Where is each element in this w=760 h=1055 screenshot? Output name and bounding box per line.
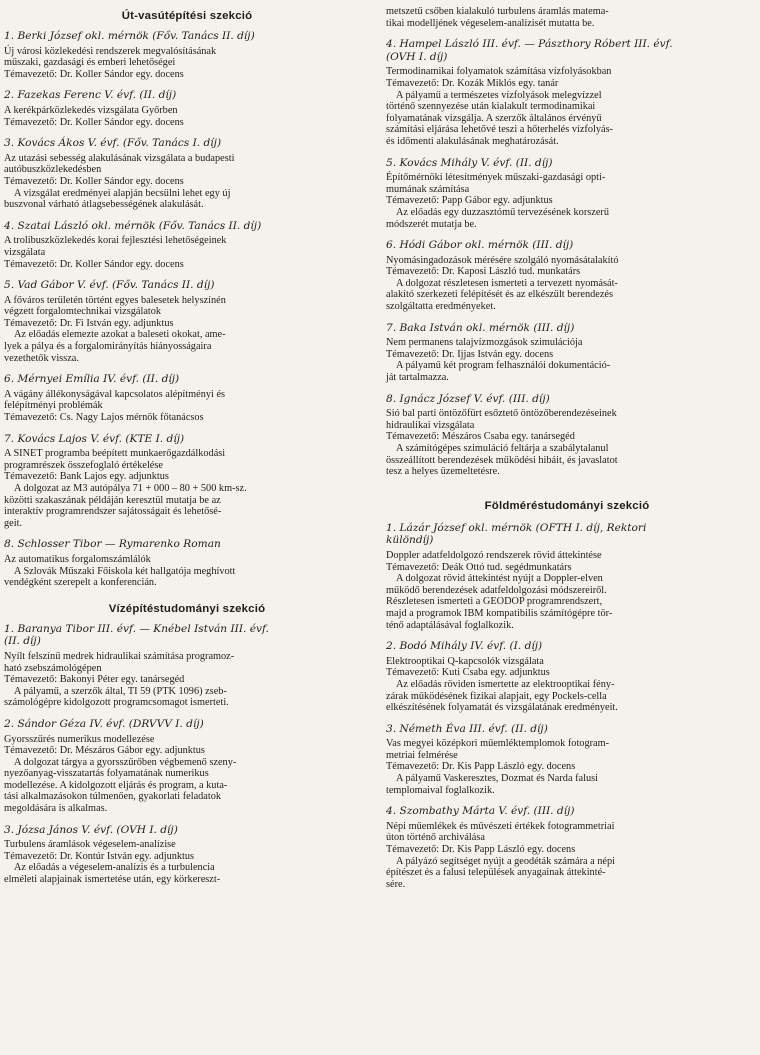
entry-line: összeállított berendezések működési hibáit, és javaslatot bbox=[386, 454, 618, 466]
entry-line: Az előadás röviden ismertette az elektrooptikai fény- bbox=[396, 678, 615, 690]
section-title: Földméréstudományi szekció bbox=[484, 499, 650, 512]
entry bbox=[4, 623, 370, 709]
entry-line: számítási eljárása lehetővé teszi a hőterhelés vízfolyás- bbox=[386, 124, 614, 136]
entry-supervisor: Témavezető: Kuti Csaba egy. adjunktus bbox=[386, 667, 550, 679]
entry-line: Nyomásingadozások mérésére szolgáló nyomásátalakító bbox=[386, 254, 619, 266]
entry-heading: 5. Kovács Mihály V. évf. (II. díj) bbox=[386, 156, 553, 169]
entry-line: úton történő archiválása bbox=[386, 832, 485, 844]
entry-line: A dolgozat tárgya a gyorsszűrőben végbemenő szeny- bbox=[14, 756, 237, 768]
entry-line: autóbuszközlekedésben bbox=[4, 164, 102, 176]
entry-line: Elektrooptikai Q-kapcsolók vizsgálata bbox=[386, 655, 544, 667]
section-title: Út-vasútépítési szekció bbox=[121, 10, 253, 22]
entry-line: lyek a pálya és a forgalomirányítás hiányosságaira bbox=[4, 341, 212, 353]
entry-line: műszaki, gazdasági és emberi lehetőségei bbox=[4, 57, 176, 69]
entry-line: módszerét mutatja be. bbox=[386, 218, 477, 230]
entry bbox=[4, 373, 370, 423]
entry bbox=[4, 824, 370, 886]
entry-line: ját tartalmazza. bbox=[386, 372, 449, 384]
entry-line: A dolgozat rövid áttekintést nyújt a Doppler-elven bbox=[396, 573, 603, 585]
entry-line: Új városi közlekedési rendszerek megvalósításának bbox=[4, 45, 217, 57]
entry-heading: 3. Kovács Ákos V. évf. (Főv. Tanács I. díj) bbox=[4, 137, 222, 150]
entry-line: ható zsebszámológépen bbox=[4, 662, 102, 674]
entry-line: Építőmérnöki létesítmények műszaki-gazdasági opti- bbox=[386, 172, 606, 184]
entry-line: A pályamű Vaskeresztes, Dozmat és Narda falusi bbox=[396, 773, 598, 785]
entry-supervisor: Témavezető: Dr. Kontúr István egy. adjunktus bbox=[4, 850, 195, 862]
entry-line: működő berendezések adatfeldolgozási módszereiről. bbox=[386, 584, 607, 596]
entry-line: folyamatának vizsgálja. A szerzők általános érvényű bbox=[386, 112, 602, 124]
entry-line: programrészek összefoglaló értékelése bbox=[4, 459, 163, 471]
entry bbox=[4, 538, 370, 588]
entry-supervisor: Témavezető: Dr. Fi István egy. adjunktus bbox=[4, 317, 174, 329]
entry-line: ténő adaptálásával foglalkozik. bbox=[386, 619, 514, 631]
entry bbox=[386, 322, 748, 384]
entry-line: Az előadás egy duzzasztómű tervezésének korszerű bbox=[396, 206, 609, 218]
entry-line: A dolgozat részletesen ismerteti a tervezett nyomását- bbox=[396, 277, 618, 289]
entry-line: szolgáltatta eredményeket. bbox=[386, 301, 496, 313]
entry-line: Az előadás a végeselem-analízis és a turbulencia bbox=[14, 862, 215, 874]
entry-line: Sió bal parti öntözőfürt esőztető öntözőberendezéseinek bbox=[386, 408, 617, 420]
entry-supervisor: Témavezető: Deák Ottó tud. segédmunkatárs bbox=[386, 561, 572, 573]
entry-heading: 1. Berki József okl. mérnök (Főv. Tanács II. díj) bbox=[4, 30, 255, 42]
entry-line: A SINET programba beépített munkaerőgazdálkodási bbox=[4, 448, 226, 460]
entry bbox=[4, 220, 370, 270]
entry-line: és időmenti alakulásának meghatározását. bbox=[386, 135, 559, 147]
entry-supervisor: Témavezető: Dr. Kis Papp László egy. docens bbox=[386, 761, 576, 773]
entry-line: felépítményi problémák bbox=[4, 400, 103, 412]
entry bbox=[386, 723, 748, 797]
entry-heading: 8. Schlosser Tibor — Rymarenko Roman bbox=[4, 538, 221, 551]
entry-line: geit. bbox=[4, 517, 23, 529]
entry bbox=[386, 393, 748, 478]
left-column bbox=[4, 6, 376, 1055]
entry-supervisor: Témavezető: Dr. Koller Sándor egy. docens bbox=[4, 68, 184, 80]
entry-line: Doppler adatfeldolgozó rendszerek rövid áttekintése bbox=[386, 549, 602, 561]
entry bbox=[386, 805, 748, 890]
entry-line: Az automatikus forgalomszámlálók bbox=[4, 553, 151, 565]
entry-heading: 8. Ignácz József V. évf. (III. díj) bbox=[386, 392, 550, 405]
entry bbox=[386, 157, 748, 231]
entry-line: megoldására is alkalmas. bbox=[4, 803, 108, 815]
entry-heading: 6. Mérnyei Emília IV. évf. (II. díj) bbox=[4, 373, 180, 386]
entry-line: A pályamű, a szerzők által, TI 59 (PTK 1096) zseb- bbox=[14, 685, 227, 697]
entry-line: modellezése. A kidolgozott eljárás és program, a kuta- bbox=[4, 779, 228, 791]
entry-line: Részletesen ismerteti a GEODOP programrendszert, bbox=[386, 596, 603, 608]
entry-line: A főváros területén történt egyes balesetek helyszínén bbox=[4, 294, 226, 306]
entry-line: hidraulikai vizsgálata bbox=[386, 419, 475, 431]
entry-line: interaktív programrendszer sajátosságait és lehetősé- bbox=[4, 506, 222, 518]
entry-line: majd a programok IBM kompatibilis számítógépre tör- bbox=[386, 607, 613, 619]
entry-line: Az utazási sebesség alakulásának vizsgálata a budapesti bbox=[4, 152, 235, 164]
entry-heading: 4. Szatai László okl. mérnök (Főv. Tanács II. díj) bbox=[4, 219, 262, 232]
entry-line: végzett forgalomtechnikai vizsgálatok bbox=[4, 306, 162, 318]
entry-line: Vas megyei középkori műemléktemplomok fotogram- bbox=[386, 738, 610, 750]
entry-line: Gyorsszűrés numerikus modellezése bbox=[4, 733, 155, 745]
entry-line: vizsgálata bbox=[4, 246, 46, 258]
entry-supervisor: Témavezető: Dr. Kozák Miklós egy. tanár bbox=[386, 77, 559, 89]
entry-heading: 5. Vad Gábor V. évf. (Főv. Tanács II. díj) bbox=[4, 279, 215, 292]
entry-heading: 7. Baka István okl. mérnök (III. díj) bbox=[386, 321, 575, 334]
entry bbox=[386, 38, 748, 147]
entry-line: elkészítésének folyamatát és vizsgálatának eredményeit. bbox=[386, 702, 618, 714]
entry-heading-cont: különdíj) bbox=[386, 534, 434, 547]
entry-line: tikai modelljének végeselem-analízisét mutatta be. bbox=[386, 17, 595, 29]
entry-line: metszetű csőben kialakuló turbulens áramlás matema- bbox=[386, 6, 609, 17]
entry-line: A számítógépes szimuláció feltárja a szabálytalanul bbox=[396, 443, 609, 454]
entry-line: számológépre kidolgozott programcsomagot ismerteti. bbox=[4, 697, 229, 709]
entry-heading: 1. Lázár József okl. mérnök (OFTH I. díj, Rektori bbox=[386, 521, 647, 534]
entry bbox=[386, 239, 748, 313]
entry-line: Népi műemlékek és művészeti értékek fotogrammetriai bbox=[386, 820, 615, 832]
entry-line: A vágány állékonyságával kapcsolatos alépítményi és bbox=[4, 388, 226, 400]
entry-line: metriai felmérése bbox=[386, 749, 458, 761]
entry-line: elméleti alapjainak ismertetése után, egy körkereszt- bbox=[4, 874, 221, 886]
section-title: Vízépítéstudományi szekció bbox=[108, 602, 266, 615]
entry-supervisor: Témavezető: Dr. Koller Sándor egy. docens bbox=[4, 175, 184, 187]
entry-line: Nyílt felszínű medrek hidraulikai számítása programoz- bbox=[4, 650, 235, 662]
entry-supervisor: Témavezető: Dr. Mészáros Gábor egy. adjunktus bbox=[4, 745, 205, 757]
entry-line: A trolibuszközlekedés korai fejlesztési lehetőségeinek bbox=[4, 235, 227, 247]
entry-supervisor: Témavezető: Mészáros Csaba egy. tanársegéd bbox=[386, 431, 575, 443]
entry-line: A kerékpárközlekedés vizsgálata Győrben bbox=[4, 104, 178, 116]
entry-supervisor: Témavezető: Dr. Ijjas István egy. docens bbox=[386, 348, 554, 360]
entry-line: építészet és a falusi települések anyagainak áttekinté- bbox=[386, 867, 606, 879]
entry bbox=[386, 522, 748, 631]
entry bbox=[4, 718, 370, 815]
entry-line: A pályamű a természetes vízfolyások melegvízzel bbox=[396, 89, 602, 101]
entry bbox=[386, 640, 748, 714]
entry-heading: 3. Németh Éva III. évf. (II. díj) bbox=[386, 722, 548, 735]
entry-heading: 7. Kovács Lajos V. évf. (KTE I. díj) bbox=[4, 432, 185, 445]
entry-heading-cont: (II. díj) bbox=[4, 635, 41, 648]
entry-line: A vizsgálat eredményei alapján becsülni lehet egy új bbox=[14, 187, 231, 199]
entry-heading: 2. Bodó Mihály IV. évf. (I. díj) bbox=[386, 640, 543, 653]
entry-supervisor: Témavezető: Dr. Kis Papp László egy. docens bbox=[386, 844, 576, 856]
entry-line: buszvonal várható átlagsebességének alakulását. bbox=[4, 199, 204, 211]
entry bbox=[4, 89, 370, 128]
entry-line: közötti szakaszának példáján keresztül mutatja be az bbox=[4, 494, 221, 506]
entry-line: Termodinamikai folyamatok számítása vízfolyásokban bbox=[386, 66, 612, 78]
entry-supervisor: Témavezető: Bank Lajos egy. adjunktus bbox=[4, 471, 169, 483]
entry-heading: 1. Baranya Tibor III. évf. — Knébel István III. évf. bbox=[4, 622, 269, 635]
entry-line: zárak működésének fizikai alapjait, egy Pockels-cella bbox=[386, 690, 607, 702]
entry-heading: 6. Hódi Gábor okl. mérnök (III. díj) bbox=[386, 239, 574, 252]
entry bbox=[4, 433, 370, 530]
entry-line: A pályamű két program felhasználói dokumentáció- bbox=[396, 360, 611, 372]
entry-line: Az előadás elemezte azokat a baleseti okokat, ame- bbox=[14, 329, 226, 341]
entry-supervisor: Témavezető: Bakonyi Péter egy. tanársegéd bbox=[4, 674, 185, 686]
entry-line: templomaival foglalkozik. bbox=[386, 784, 495, 796]
entry-line: A dolgozat az M3 autópálya 71 + 000 – 80 + 500 km-sz. bbox=[14, 483, 247, 494]
entry-line: sére. bbox=[386, 878, 406, 890]
entry bbox=[4, 279, 370, 364]
entry bbox=[4, 30, 370, 80]
entry-line: vendégként szerepelt a konferencián. bbox=[4, 577, 157, 589]
entry-line: tesz a helyes üzemeltetésre. bbox=[386, 466, 500, 478]
entry-continuation bbox=[386, 6, 748, 29]
entry-heading: 2. Fazekas Ferenc V. évf. (II. díj) bbox=[4, 89, 177, 102]
entry-heading-cont: (OVH I. díj) bbox=[386, 50, 448, 63]
entry-line: mumának számítása bbox=[386, 183, 470, 195]
entry-line: történő szennyezése után kialakult termodinamikai bbox=[386, 101, 596, 113]
entry-line: Nem permanens talajvízmozgások szimulációja bbox=[386, 337, 583, 349]
entry-heading: 3. Józsa János V. évf. (OVH I. díj) bbox=[4, 823, 178, 836]
entry-line: Turbulens áramlások végeselem-analízise bbox=[4, 839, 176, 851]
entry-line: nyezőanyag-visszatartás folyamatának numerikus bbox=[4, 768, 209, 780]
right-column bbox=[376, 6, 748, 1055]
entry-supervisor: Témavezető: Dr. Koller Sándor egy. docens bbox=[4, 116, 184, 128]
entry-line: A pályázó segítséget nyújt a geodéták számára a népi bbox=[396, 855, 616, 867]
entry-line: tási alkalmazásokon túlmenően, gyakorlati feladatok bbox=[4, 791, 222, 803]
entry-supervisor: Témavezető: Papp Gábor egy. adjunktus bbox=[386, 195, 553, 207]
entry-line: alakító szerkezeti felépítését és az elkészült berendezés bbox=[386, 289, 613, 301]
entry-supervisor: Témavezető: Dr. Kaposi László tud. munkatárs bbox=[386, 266, 581, 278]
entry-supervisor: Témavezető: Dr. Koller Sándor egy. docens bbox=[4, 258, 184, 270]
entry bbox=[4, 137, 370, 211]
entry-supervisor: Témavezető: Cs. Nagy Lajos mérnök főtanácsos bbox=[4, 412, 204, 424]
entry-heading: 4. Hampel László III. évf. — Pászthory Róbert III. évf. bbox=[386, 38, 673, 51]
entry-heading: 4. Szombathy Márta V. évf. (III. díj) bbox=[386, 805, 575, 818]
entry-heading: 2. Sándor Géza IV. évf. (DRVVV I. díj) bbox=[4, 717, 204, 730]
entry-line: A Szlovák Műszaki Főiskola két hallgatója meghívott bbox=[14, 565, 236, 577]
entry-line: vezethetők vissza. bbox=[4, 352, 79, 364]
